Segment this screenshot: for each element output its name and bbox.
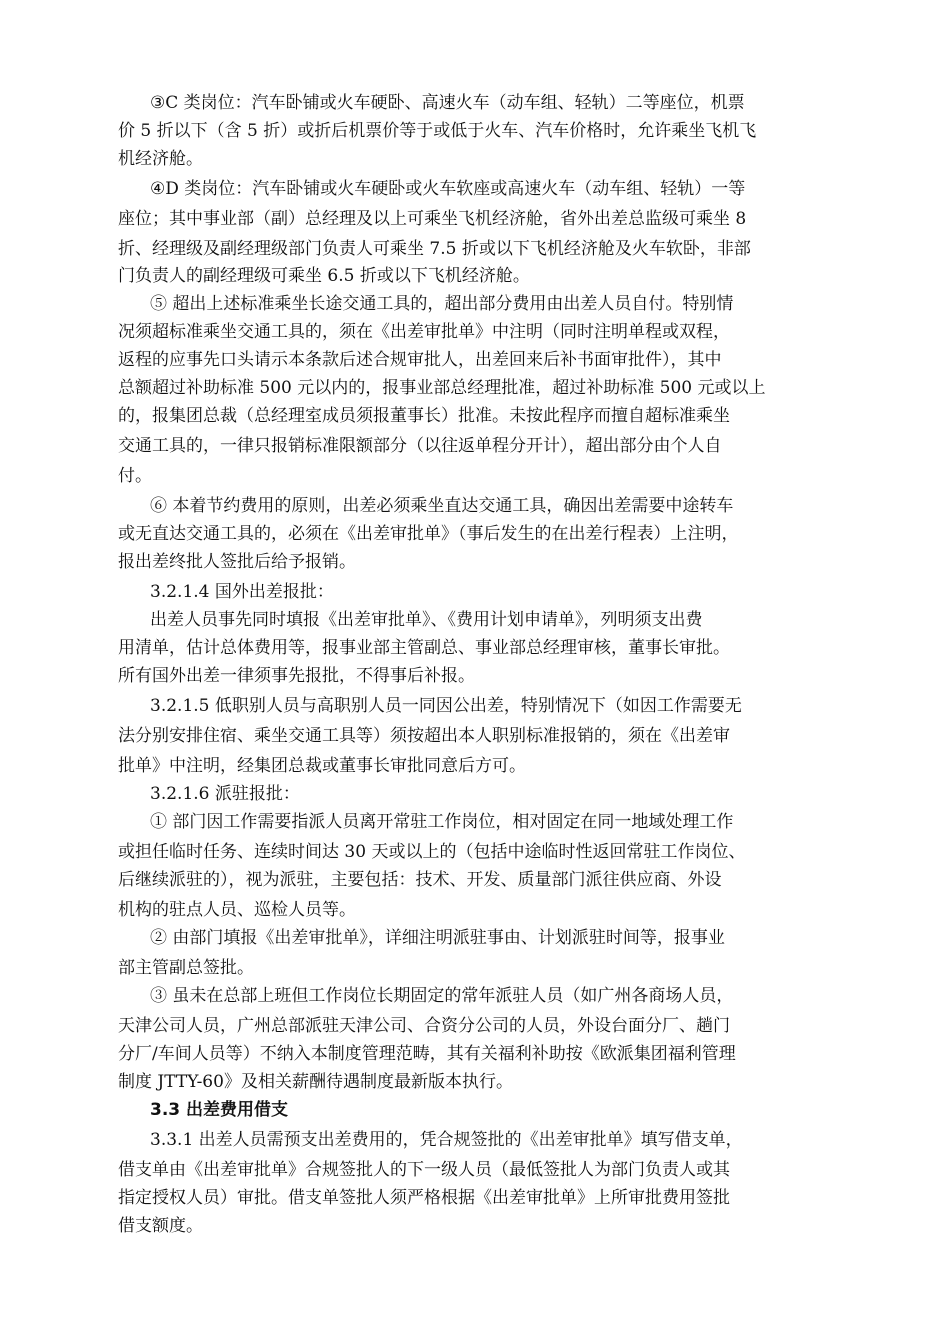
text-line: 价 5 折以下（含 5 折）或折后机票价等于或低于火车、汽车价格时，允许乘坐飞机飞	[118, 121, 757, 141]
text-line: 门负责人的副经理级可乘坐 6.5 折或以下飞机经济舱。	[118, 266, 530, 286]
text-line: 况须超标准乘坐交通工具的，须在《出差审批单》中注明（同时注明单程或双程，	[118, 322, 730, 342]
text-line: 指定授权人员）审批。借支单签批人须严格根据《出差审批单》上所审批费用签批	[118, 1188, 730, 1208]
text-line: 出差人员事先同时填报《出差审批单》、《费用计划申请单》，列明须支出费	[150, 610, 703, 630]
text-line: 后继续派驻的），视为派驻，主要包括：技术、开发、质量部门派往供应商、外设	[118, 870, 722, 890]
text-line: 批单》中注明，经集团总裁或董事长审批同意后方可。	[118, 756, 526, 776]
text-line: 天津公司人员，广州总部派驻天津公司、合资分公司的人员，外设台面分厂、趟门	[118, 1016, 730, 1036]
text-line: 返程的应事先口头请示本条款后述合规审批人，出差回来后补书面审批件），其中	[118, 350, 722, 370]
text-line: 用清单，估计总体费用等，报事业部主管副总、事业部总经理审核，董事长审批。	[118, 638, 730, 658]
section-heading: 3.3 出差费用借支	[150, 1100, 289, 1120]
text-line: 折、经理级及副经理级部门负责人可乘坐 7.5 折或以下飞机经济舱及火车软卧，非部	[118, 239, 751, 259]
text-line: 总额超过补助标准 500 元以内的，报事业部总经理批准，超过补助标准 500 元或以上	[118, 378, 766, 398]
text-line: ③C 类岗位：汽车卧铺或火车硬卧、高速火车（动车组、轻轨）二等座位，机票	[150, 93, 745, 113]
text-line: 3.2.1.6 派驻报批：	[150, 784, 300, 804]
text-line: 机构的驻点人员、巡检人员等。	[118, 900, 356, 920]
text-line: ⑤ 超出上述标准乘坐长途交通工具的，超出部分费用由出差人员自付。特别情	[150, 294, 734, 314]
text-line: 交通工具的，一律只报销标准限额部分（以往返单程分开计），超出部分由个人自	[118, 436, 722, 456]
text-line: 借支单由《出差审批单》合规签批人的下一级人员（最低签批人为部门负责人或其	[118, 1160, 730, 1180]
text-line: 法分别安排住宿、乘坐交通工具等）须按超出本人职别标准报销的，须在《出差审	[118, 726, 730, 746]
text-line: 3.2.1.5 低职别人员与高职别人员一同因公出差，特别情况下（如因工作需要无	[150, 696, 742, 716]
text-line: ④D 类岗位：汽车卧铺或火车硬卧或火车软座或高速火车（动车组、轻轨）一等	[150, 179, 746, 199]
text-line: 的，报集团总裁（总经理室成员须报董事长）批准。未按此程序而擅自超标准乘坐	[118, 406, 730, 426]
text-line: 付。	[118, 466, 152, 486]
text-line: ② 由部门填报《出差审批单》，详细注明派驻事由、计划派驻时间等，报事业	[150, 928, 725, 948]
text-line: 借支额度。	[118, 1216, 203, 1236]
text-line: 部主管副总签批。	[118, 958, 254, 978]
text-line: 或无直达交通工具的，必须在《出差审批单》（事后发生的在出差行程表）上注明，	[118, 524, 739, 544]
text-line: 或担任临时任务、连续时间达 30 天或以上的（包括中途临时性返回常驻工作岗位、	[118, 842, 746, 862]
text-line: ① 部门因工作需要指派人员离开常驻工作岗位，相对固定在同一地域处理工作	[150, 812, 734, 832]
text-line: 3.2.1.4 国外出差报批：	[150, 582, 334, 602]
text-line: ③ 虽未在总部上班但工作岗位长期固定的常年派驻人员（如广州各商场人员，	[150, 986, 734, 1006]
text-line: ⑥ 本着节约费用的原则，出差必须乘坐直达交通工具，确因出差需要中途转车	[150, 496, 734, 516]
text-line: 分厂/车间人员等）不纳入本制度管理范畴，其有关福利补助按《欧派集团福利管理	[118, 1044, 736, 1064]
text-line: 所有国外出差一律须事先报批，不得事后补报。	[118, 666, 475, 686]
text-line: 3.3.1 出差人员需预支出差费用的，凭合规签批的《出差审批单》填写借支单，	[150, 1130, 743, 1150]
text-line: 机经济舱。	[118, 149, 203, 169]
text-line: 座位；其中事业部（副）总经理及以上可乘坐飞机经济舱，省外出差总监级可乘坐 8	[118, 209, 747, 229]
text-line: 制度 JTTY-60》及相关薪酬待遇制度最新版本执行。	[118, 1072, 513, 1092]
text-line: 报出差终批人签批后给予报销。	[118, 552, 356, 572]
